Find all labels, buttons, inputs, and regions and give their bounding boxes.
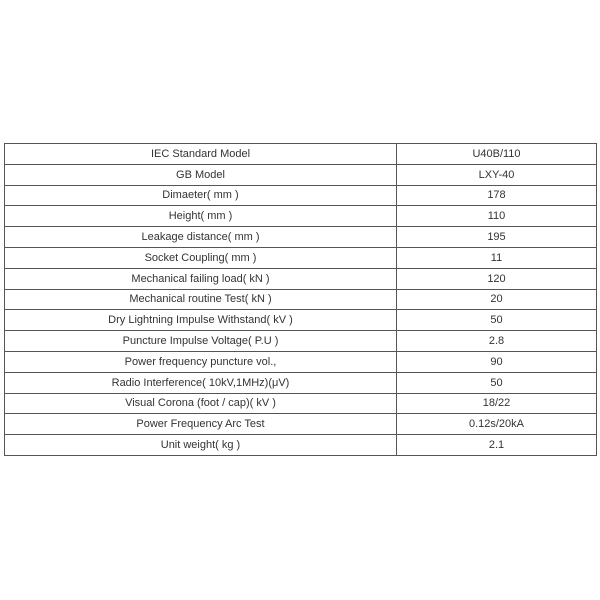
table-row: [5, 310, 597, 331]
row-value: 90: [397, 351, 597, 372]
row-label: Dry Lightning Impulse Withstand( kV ): [5, 310, 397, 331]
row-value: 20: [397, 289, 597, 310]
row-label: GB Model: [5, 164, 397, 185]
row-label: Visual Corona (foot / cap)( kV ): [5, 393, 397, 414]
table-row: [5, 206, 597, 227]
row-label: Socket Coupling( mm ): [5, 247, 397, 268]
row-value: U40B/110: [397, 144, 597, 165]
row-label: Dimaeter( mm ): [5, 185, 397, 206]
table-row: [5, 164, 597, 185]
row-value: 50: [397, 372, 597, 393]
table-row: [5, 351, 597, 372]
row-label: Mechanical failing load( kN ): [5, 268, 397, 289]
table-row: [5, 289, 597, 310]
row-value: 120: [397, 268, 597, 289]
table-row: [5, 144, 597, 165]
table-row: [5, 331, 597, 352]
row-value: 18/22: [397, 393, 597, 414]
row-value: 178: [397, 185, 597, 206]
table-row: [5, 185, 597, 206]
row-value: LXY-40: [397, 164, 597, 185]
table-row: [5, 414, 597, 435]
table-row: [5, 435, 597, 456]
row-value: 2.1: [397, 435, 597, 456]
row-value: 0.12s/20kA: [397, 414, 597, 435]
row-label: Height( mm ): [5, 206, 397, 227]
row-label: Puncture Impulse Voltage( P.U ): [5, 331, 397, 352]
row-value: 50: [397, 310, 597, 331]
table-row: [5, 247, 597, 268]
row-value: 11: [397, 247, 597, 268]
row-label: Leakage distance( mm ): [5, 227, 397, 248]
row-label: Power frequency puncture vol.,: [5, 351, 397, 372]
spec-table: [4, 143, 597, 456]
row-label: IEC Standard Model: [5, 144, 397, 165]
table-row: [5, 393, 597, 414]
table-row: [5, 268, 597, 289]
table-row: [5, 227, 597, 248]
table-row: [5, 372, 597, 393]
row-label: Unit weight( kg ): [5, 435, 397, 456]
row-value: 110: [397, 206, 597, 227]
row-label: Mechanical routine Test( kN ): [5, 289, 397, 310]
row-value: 195: [397, 227, 597, 248]
row-label: Radio Interference( 10kV,1MHz)(μV): [5, 372, 397, 393]
row-value: 2.8: [397, 331, 597, 352]
row-label: Power Frequency Arc Test: [5, 414, 397, 435]
